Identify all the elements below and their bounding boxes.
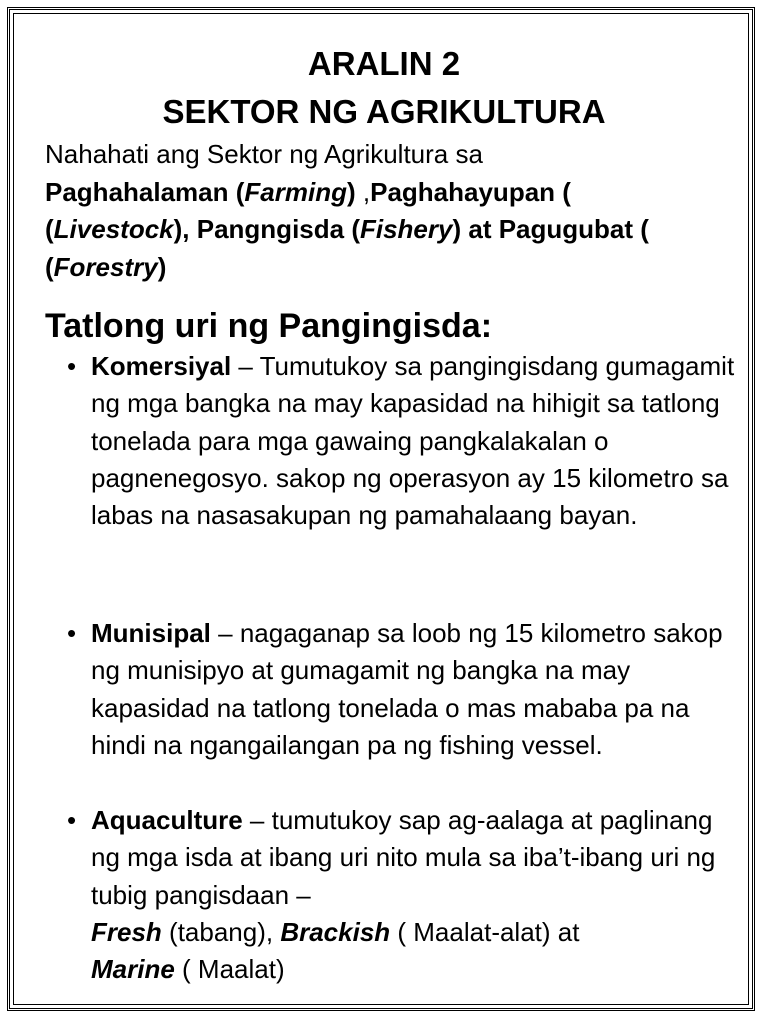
list-item-munisipal [91, 615, 736, 764]
term-munisipal: Munisipal [91, 618, 211, 648]
term-fresh: Fresh [91, 916, 162, 947]
desc-komersiyal: – Tumutukoy sa pangingisdang gumagamit ng mga bangka na may kapasidad na hihigit sa tatlong tonelada para mga gawaing pangkalakalan o pagnenegosyo. sakop ng operasyon ay 15 kilometro sa labas na nasasakupan ng pamahalaang bayan. [91, 351, 735, 531]
desc-marine: ( Maalat) [174, 954, 285, 985]
term-marine: Marine [91, 954, 175, 985]
lesson-number: ARALIN 2 [307, 45, 461, 82]
list-item-aquaculture [91, 802, 736, 988]
intro-livestock: Paghahayupan ( (Livestock), Pangngisda (Fishery) at Pagugubat ( [45, 176, 649, 244]
term-brackish: Brackish [280, 916, 391, 947]
lesson-title: SEKTOR NG AGRIKULTURA [162, 93, 606, 130]
desc-aquaculture: – tumutukoy sap ag-aalaga at paglinang ng mga isda at ibang uri nito mula sa iba’t-ibang uri ng tubig pangisdaan – [91, 805, 716, 910]
list-item-komersiyal [91, 348, 736, 534]
term-komersiyal: Komersiyal [91, 351, 232, 381]
intro-paragraph [45, 136, 735, 286]
section-heading: Tatlong uri ng Pangingisda: [45, 307, 493, 345]
intro-comma: , [355, 176, 371, 207]
desc-munisipal: – nagaganap sa loob ng 15 kilometro sakop ng munisipyo at gumagamit ng bangka na may kapasidad na tatlong tonelada o mas mababa pa na hindi na ngangailangan pa ng fishing vessel. [91, 618, 723, 760]
term-aquaculture: Aquaculture [91, 805, 243, 835]
intro-forestry: (Forestry) [45, 251, 167, 282]
desc-fresh: (tabang), [161, 916, 281, 947]
intro-text: Nahahati ang Sektor ng Agrikultura sa [45, 139, 483, 169]
desc-brackish: ( Maalat-alat) at [390, 916, 580, 947]
intro-farming: Paghahalaman (Farming) [45, 176, 356, 207]
